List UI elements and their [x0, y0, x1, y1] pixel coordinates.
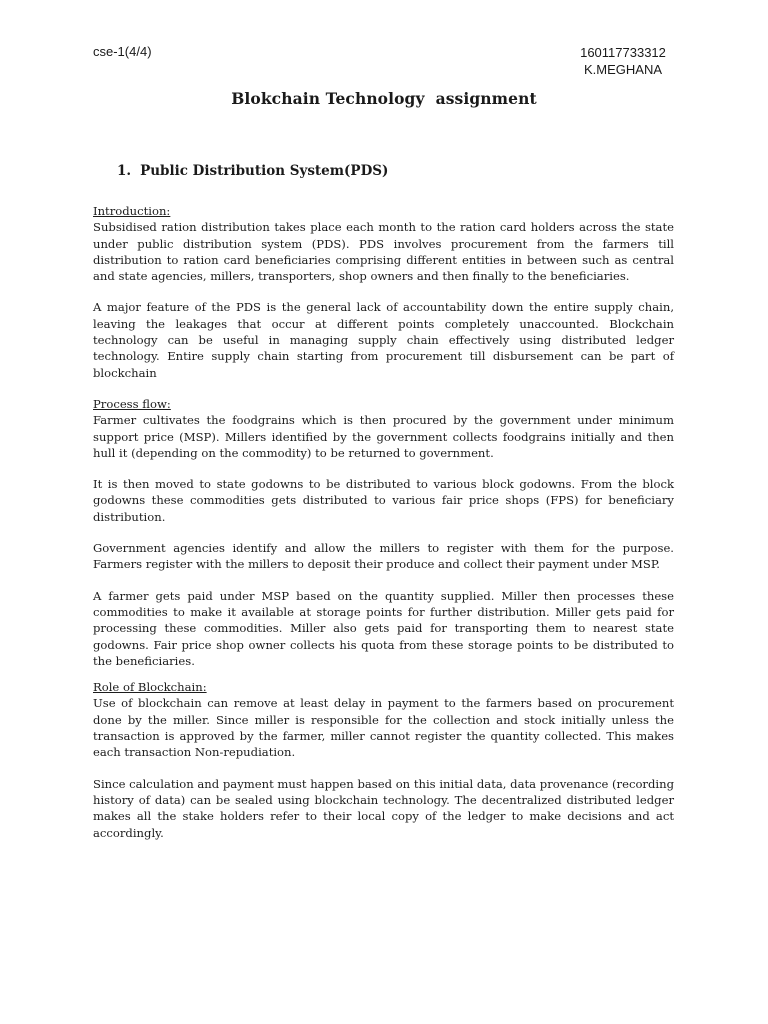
process-flow-paragraph-3: Government agencies identify and allow the millers to register with them for the purpose. Farmers register with the millers to deposit their produce and collect their payment under MSP. — [93, 541, 674, 572]
roll-number: 160117733312 — [580, 45, 666, 60]
section-number: 1. — [117, 163, 132, 179]
introduction-paragraph-2: A major feature of the PDS is the general lack of accountability down the entire supply chain, leaving the leakages that occur at different points completely unaccounted. Blockchain technology can be useful in managing supply chain effectively using distributed ledger technology. Entire supply chain starting from procurement till disbursement can be part of blockchain — [93, 300, 674, 380]
introduction-heading: Introduction: — [93, 204, 171, 218]
process-flow-paragraph-4: A farmer gets paid under MSP based on the quantity supplied. Miller then processes these commodities to make it available at storage points for further distribution. Miller gets paid for processing these commodities. Miller also gets paid for transporting them to nearest state godowns. Fair price shop owner collects his quota from these storage points to be distributed to the beneficiaries. — [93, 588, 674, 668]
process-flow-heading: Process flow: — [93, 396, 171, 411]
process-flow-paragraph-2: It is then moved to state godowns to be distributed to various block godowns. From the block godowns these commodities gets distributed to various fair price shops (FPS) for beneficiary distribution. — [93, 477, 674, 524]
author-block — [560, 44, 686, 78]
section-title: Public Distribution System(PDS) — [140, 163, 389, 179]
role-of-blockchain-paragraph-1: Use of blockchain can remove at least delay in payment to the farmers based on procurement done by the miller. Since miller is responsible for the collection and stock initially unless the transaction is approved by the farmer, miller cannot register the quantity collected. This makes each transaction Non-repudiation. — [93, 696, 674, 760]
document-title: Blokchain Technology assignment — [231, 89, 537, 108]
section-heading — [117, 162, 388, 180]
process-flow-paragraph-1: Farmer cultivates the foodgrains which is then procured by the government under minimum support price (MSP). Millers identified by the government collects foodgrains initially and then hull it (depending on the commodity) to be returned to government. — [93, 413, 674, 460]
author-name: K.MEGHANA — [583, 62, 662, 77]
role-of-blockchain-heading: Role of Blockchain: — [93, 680, 207, 695]
document-body — [93, 203, 674, 856]
role-of-blockchain-paragraph-2: Since calculation and payment must happen based on this initial data, data provenance (recording history of data) can be sealed using blockchain technology. The decentralized distributed ledger makes all the stake holders refer to their local copy of the ledger to make decisions and act accordingly. — [93, 776, 674, 840]
course-code: cse-1(4/4) — [93, 44, 152, 59]
introduction-paragraph-1: Subsidised ration distribution takes place each month to the ration card holders across the state under public distribution system (PDS). PDS involves procurement from the farmers till distribution to ration card beneficiaries comprising different entities in between such as central and state agencies, millers, transporters, shop owners and then finally to the beneficiaries. — [93, 220, 674, 284]
